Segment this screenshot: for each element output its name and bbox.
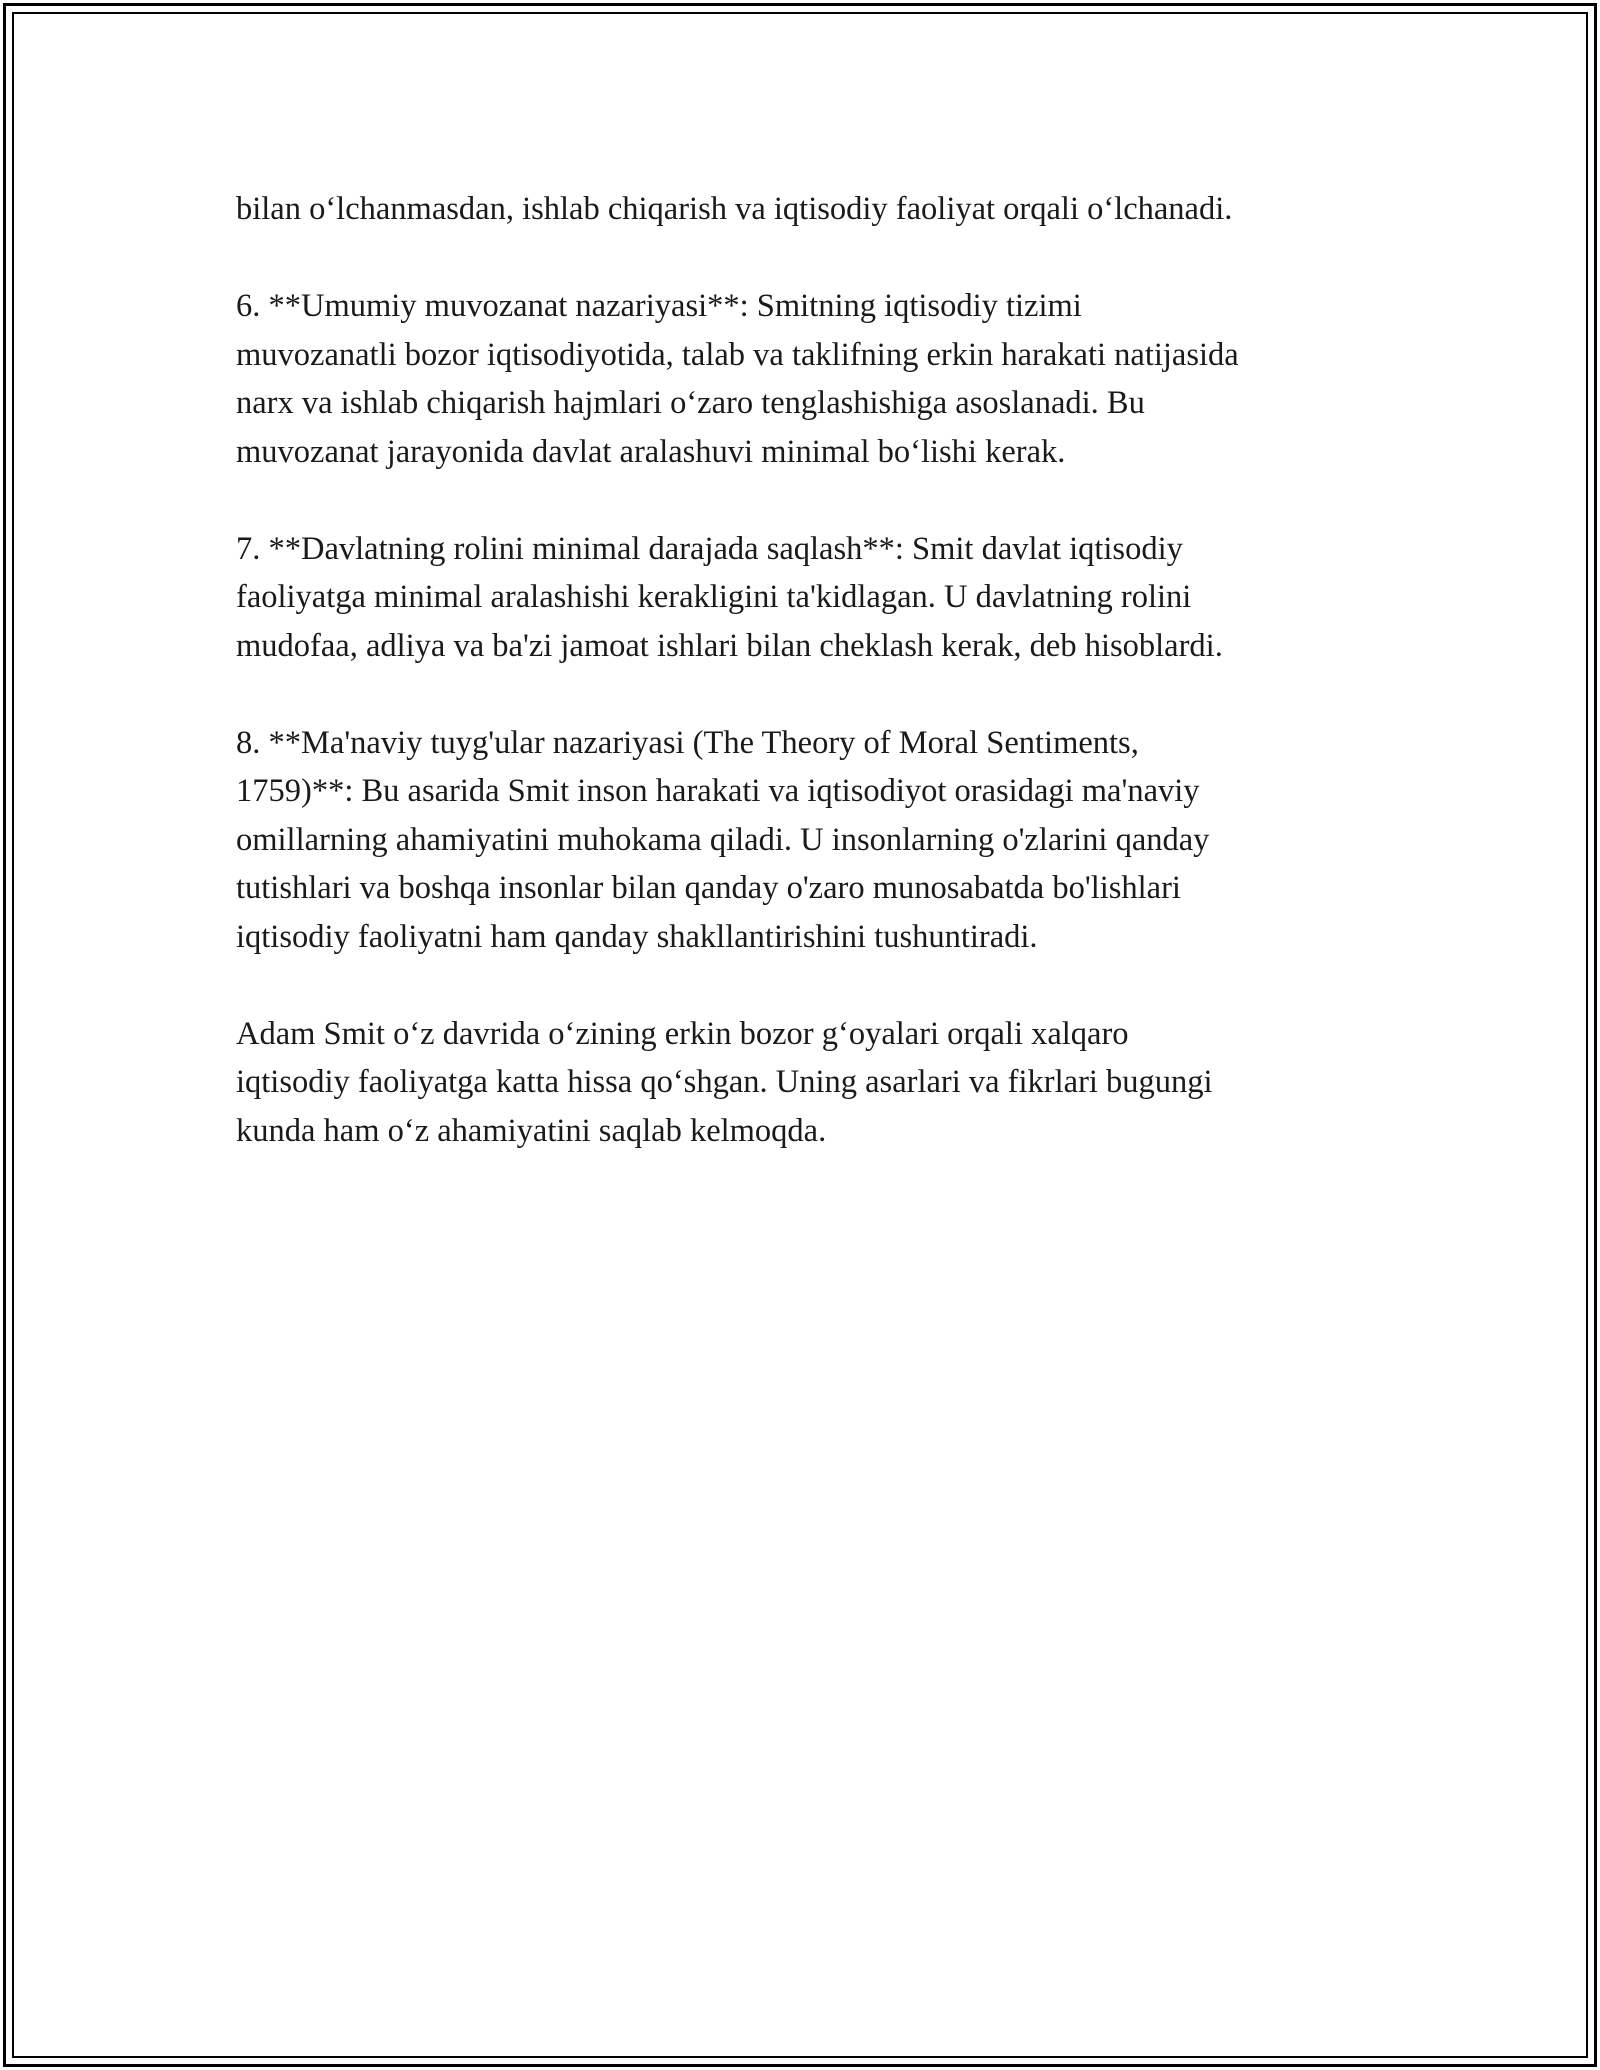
- text-line: muvozanatli bozor iqtisodiyotida, talab va taklifning erkin harakati natijasida: [236, 336, 1239, 373]
- text-line: Adam Smit o‘z davrida o‘zining erkin bozor g‘oyalari orqali xalqaro: [236, 1015, 1129, 1052]
- text-line: tutishlari va boshqa insonlar bilan qanday o'zaro munosabatda bo'lishlari: [236, 870, 1181, 906]
- paragraph-conclusion: [236, 1010, 1376, 1156]
- paragraph-item-7: [236, 525, 1376, 671]
- text-line: 6. **Umumiy muvozanat nazariyasi**: Smitning iqtisodiy tizimi: [236, 288, 1082, 324]
- paragraph-item-6: [236, 282, 1376, 476]
- text-line: omillarning ahamiyatini muhokama qiladi. U insonlarning o'zlarini qanday: [236, 821, 1210, 858]
- text-line: faoliyatga minimal aralashishi kerakligini ta'kidlagan. U davlatning rolini: [236, 579, 1192, 615]
- document-body: [236, 185, 1376, 1204]
- text-line: bilan o‘lchanmasdan, ishlab chiqarish va iqtisodiy faoliyat orqali o‘lchanadi.: [236, 191, 1233, 227]
- text-line: mudofaa, adliya va ba'zi jamoat ishlari bilan cheklash kerak, deb hisoblardi.: [236, 627, 1223, 664]
- text-line: 8. **Ma'naviy tuyg'ular nazariyasi (The Theory of Moral Sentiments,: [236, 724, 1139, 761]
- text-line: narx va ishlab chiqarish hajmlari o‘zaro tenglashishiga asoslanadi. Bu: [236, 385, 1145, 421]
- paragraph-item-8: [236, 719, 1376, 962]
- text-line: kunda ham o‘z ahamiyatini saqlab kelmoqda.: [236, 1112, 827, 1149]
- text-line: muvozanat jarayonida davlat aralashuvi minimal bo‘lishi kerak.: [236, 433, 1066, 470]
- paragraph-continuation: [236, 185, 1376, 234]
- text-line: iqtisodiy faoliyatga katta hissa qo‘shgan. Uning asarlari va fikrlari bugungi: [236, 1064, 1213, 1100]
- text-line: iqtisodiy faoliyatni ham qanday shakllantirishini tushuntiradi.: [236, 918, 1038, 955]
- text-line: 1759)**: Bu asarida Smit inson harakati va iqtisodiyot orasidagi ma'naviy: [236, 773, 1200, 809]
- text-line: 7. **Davlatning rolini minimal darajada saqlash**: Smit davlat iqtisodiy: [236, 530, 1183, 567]
